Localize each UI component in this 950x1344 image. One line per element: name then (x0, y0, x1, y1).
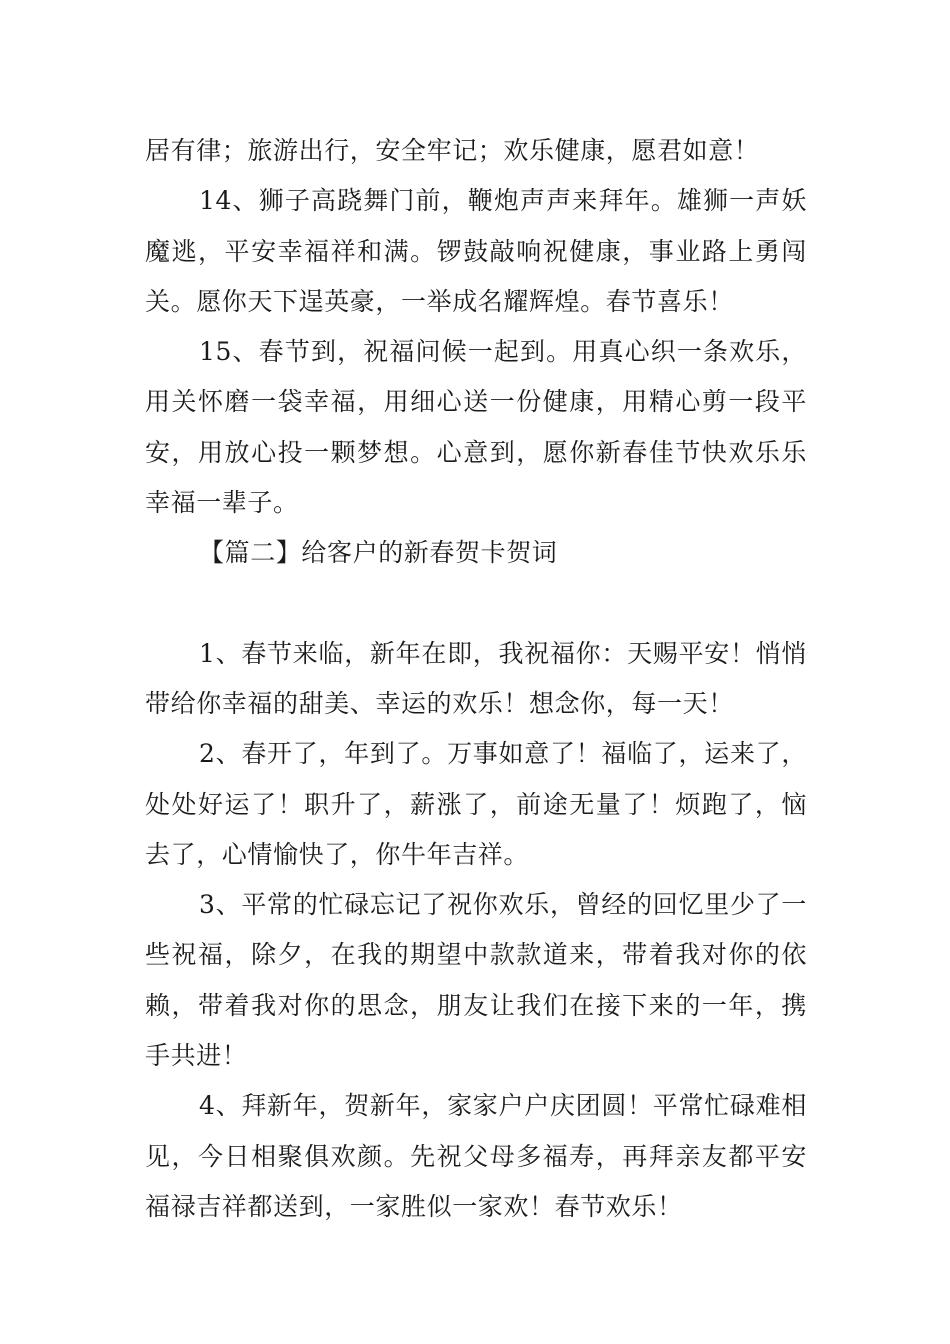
paragraph-item-2: 2、春开了，年到了。万事如意了！福临了，运来了，处处好运了！职升了，薪涨了，前途无量了！烦跑了，恼去了，心情愉快了，你牛年吉祥。 (145, 739, 807, 869)
paragraph-item-15: 15、春节到，祝福问候一起到。用真心织一条欢乐，用关怀磨一袋幸福，用细心送一份健康，用精心剪一段平安，用放心投一颗梦想。心意到，愿你新春佳节快欢乐乐幸福一辈子。 (145, 337, 807, 518)
paragraph-item-4: 4、拜新年，贺新年，家家户户庆团圆！平常忙碌难相见，今日相聚俱欢颜。先祝父母多福寿，再拜亲友都平安福禄吉祥都送到，一家胜似一家欢！春节欢乐！ (145, 1091, 807, 1221)
section-heading: 【篇二】给客户的新春贺卡贺词 (199, 538, 558, 568)
paragraph-continued: 居有律；旅游出行，安全牢记；欢乐健康，愿君如意！ (145, 136, 760, 165)
paragraph-item-14: 14、狮子高跷舞门前，鞭炮声声来拜年。雄狮一声妖魔逃，平安幸福祥和满。锣鼓敲响祝健康，事业路上勇闯关。愿你天下逞英豪，一举成名耀辉煌。春节喜乐！ (145, 186, 807, 316)
document-body (145, 126, 807, 1232)
section-spacer (145, 579, 807, 629)
paragraph-item-1: 1、春节来临，新年在即，我祝福你：天赐平安！悄悄带给你幸福的甜美、幸运的欢乐！想念你，每一天！ (145, 638, 807, 718)
paragraph-item-3: 3、平常的忙碌忘记了祝你欢乐，曾经的回忆里少了一些祝福，除夕，在我的期望中款款道来，带着我对你的依赖，带着我对你的思念，朋友让我们在接下来的一年，携手共进！ (145, 890, 807, 1071)
